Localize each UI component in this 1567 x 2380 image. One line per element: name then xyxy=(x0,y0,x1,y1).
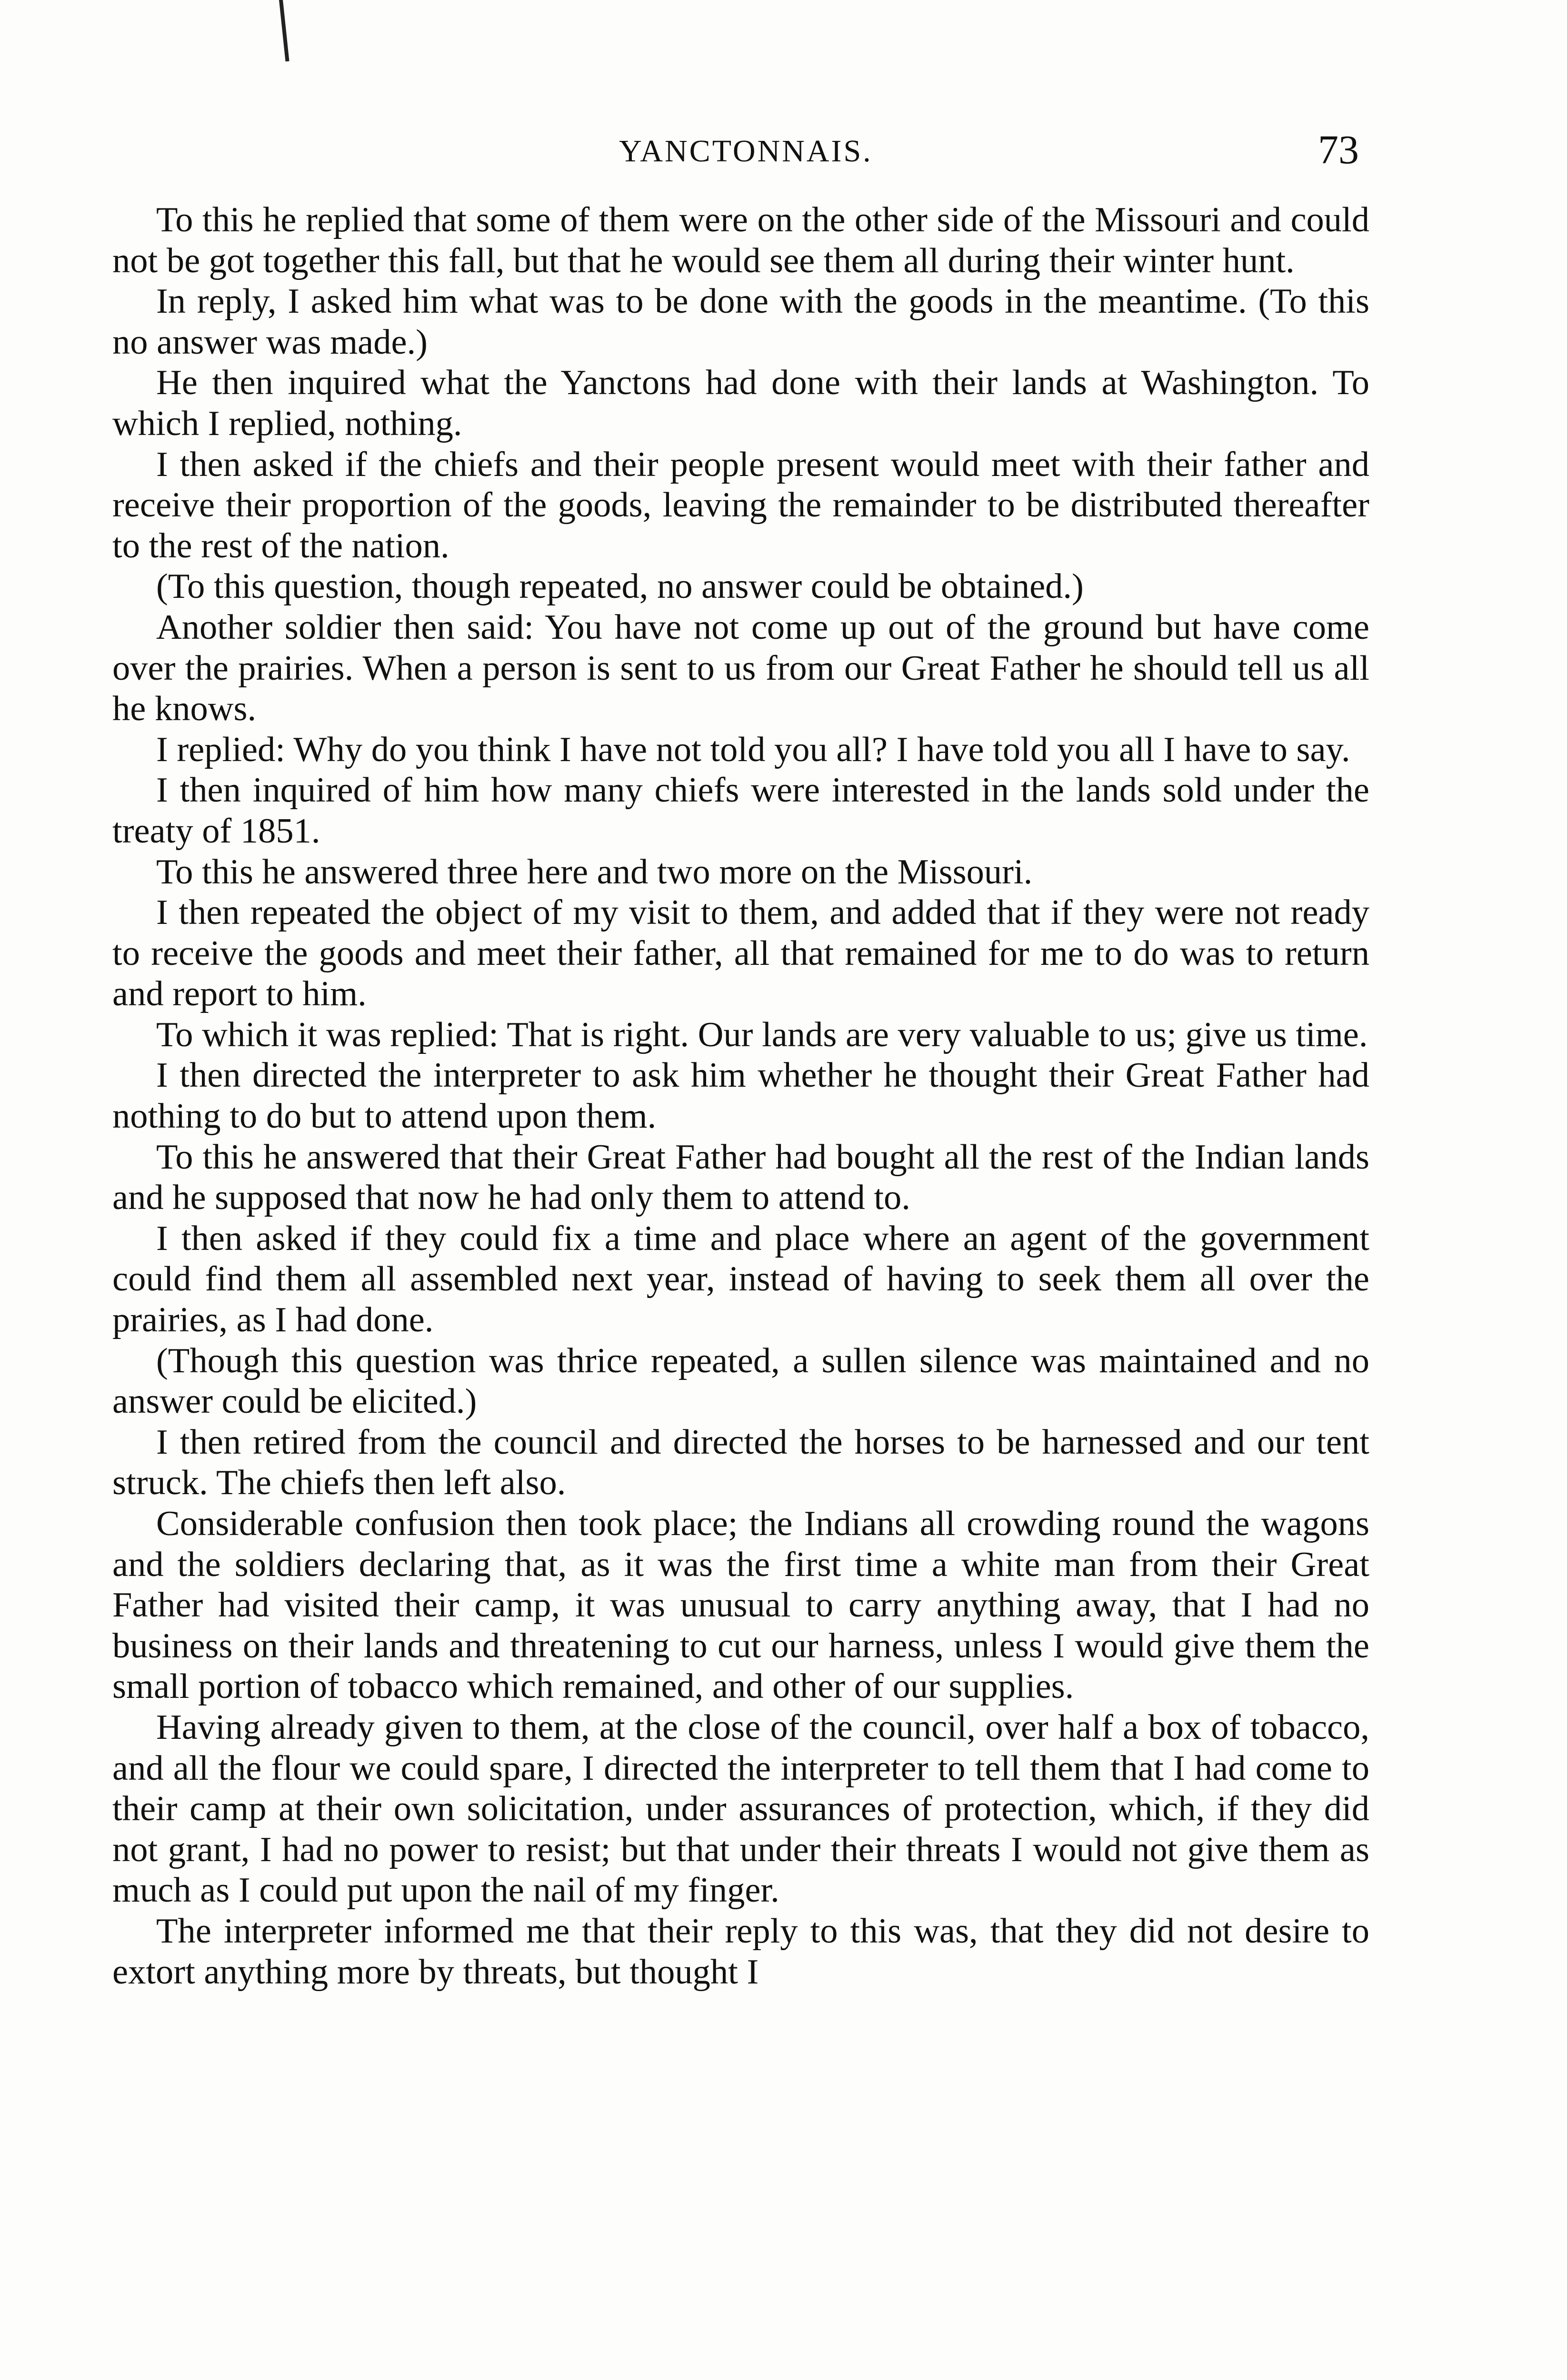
paragraph: (To this question, though repeated, no answer could be obtained.) xyxy=(156,567,1084,606)
paragraph: To which it was replied: That is right. Our lands are very valuable to us; give us time. xyxy=(156,1015,1368,1054)
body-text xyxy=(112,200,1369,1993)
paragraph: I then retired from the council and directed the horses to be harnessed and our tent struck. The chiefs then left also. xyxy=(112,1422,1369,1503)
paragraph: To this he answered three here and two more on the Missouri. xyxy=(156,852,1033,892)
paragraph: I then repeated the object of my visit to them, and added that if they were not ready to receive the goods and meet their father, all that remained for me to do was to return and report to him. xyxy=(112,893,1369,1014)
paragraph: I replied: Why do you think I have not told you all? I have told you all I have to say. xyxy=(156,730,1350,769)
pen-mark xyxy=(279,0,289,61)
paragraph: I then asked if they could fix a time and place where an agent of the government could find them all assembled next year, instead of having to seek them all over the prairies, as I had done. xyxy=(112,1219,1369,1340)
paragraph: I then asked if the chiefs and their people present would meet with their father and receive their proportion of the goods, leaving the remainder to be distributed thereafter to the rest of the nation. xyxy=(112,445,1369,565)
paragraph: Another soldier then said: You have not come up out of the ground but have come over the prairies. When a person is sent to us from our Great Father he should tell us all he knows. xyxy=(112,607,1369,729)
paragraph: To this he replied that some of them were on the other side of the Missouri and could not be got together this fall, but that he would see them all during their winter hunt. xyxy=(112,200,1369,280)
paragraph: I then inquired of him how many chiefs were interested in the lands sold under the treaty of 1851. xyxy=(112,771,1369,851)
paragraph: He then inquired what the Yanctons had done with their lands at Washington. To which I replied, nothing. xyxy=(112,363,1369,443)
page-number: 73 xyxy=(1318,127,1359,172)
paragraph: (Though this question was thrice repeated, a sullen silence was maintained and no answer could be elicited.) xyxy=(112,1341,1369,1421)
paragraph: I then directed the interpreter to ask him whether he thought their Great Father had nothing to do but to attend upon them. xyxy=(112,1056,1369,1136)
paragraph: In reply, I asked him what was to be done with the goods in the meantime. (To this no answer was made.) xyxy=(112,282,1369,362)
paragraph: Considerable confusion then took place; the Indians all crowding round the wagons and the soldiers declaring that, as it was the first time a white man from their Great Father had visited their camp, it was unusual to carry anything away, that I had no business on their lands and threatening to cut our harness, unless I would give them the small portion of tobacco which remained, and other of our supplies. xyxy=(112,1504,1369,1706)
running-head xyxy=(0,128,1567,180)
running-title: YANCTONNAIS. xyxy=(619,134,873,169)
paragraph: The interpreter informed me that their reply to this was, that they did not desire to extort anything more by threats, but thought I xyxy=(112,1911,1369,1992)
paragraph: To this he answered that their Great Father had bought all the rest of the Indian lands and he supposed that now he had only them to attend to. xyxy=(112,1137,1369,1218)
paragraph: Having already given to them, at the close of the council, over half a box of tobacco, and all the flour we could spare, I directed the interpreter to tell them that I had come to their camp at their own solicitation, under assurances of protection, which, if they did not grant, I had no power to resist; but that under their threats I would not give them as much as I could put upon the nail of my finger. xyxy=(112,1707,1369,1910)
